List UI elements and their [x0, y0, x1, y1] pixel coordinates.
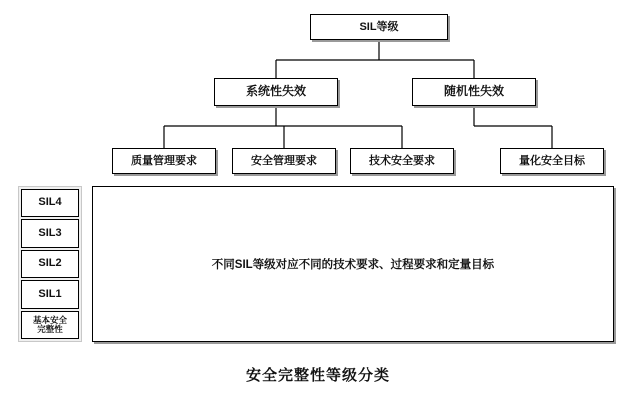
sil-level-item-sil3 — [21, 219, 79, 247]
node-quantitative-safety-target-label: 量化安全目标 — [519, 154, 585, 167]
sil-level-item-basic-safety-integrity-label: 基本安全 完整性 — [32, 314, 67, 334]
node-safety-management-requirement-label: 安全管理要求 — [251, 154, 317, 167]
node-sil-level — [310, 14, 448, 40]
diagram-caption — [0, 364, 636, 385]
node-quantitative-safety-target — [500, 148, 604, 174]
sil-level-list — [18, 186, 82, 342]
sil-level-item-sil4-label: SIL4 — [38, 196, 62, 209]
node-quality-management-requirement — [112, 148, 216, 174]
sil-level-item-sil4 — [21, 189, 79, 217]
node-technical-safety-requirement — [350, 148, 454, 174]
sil-level-item-sil3-label: SIL3 — [38, 226, 62, 239]
node-sil-level-label: SIL等级 — [359, 20, 399, 33]
node-safety-management-requirement — [232, 148, 336, 174]
description-panel — [92, 186, 614, 342]
node-quality-management-requirement-label: 质量管理要求 — [131, 154, 197, 167]
node-systematic-failure-label: 系统性失效 — [245, 84, 306, 99]
sil-level-item-sil2 — [21, 250, 79, 278]
description-text: 不同SIL等级对应不同的技术要求、过程要求和定量目标 — [211, 259, 495, 271]
node-random-failure — [412, 78, 536, 106]
diagram-caption-text: 安全完整性等级分类 — [245, 367, 390, 384]
sil-level-item-sil1 — [21, 280, 79, 308]
node-random-failure-label: 随机性失效 — [443, 84, 504, 99]
sil-level-item-basic-safety-integrity — [21, 311, 79, 339]
sil-level-item-sil1-label: SIL1 — [38, 287, 62, 300]
sil-level-item-sil2-label: SIL2 — [38, 257, 62, 270]
node-systematic-failure — [214, 78, 338, 106]
node-technical-safety-requirement-label: 技术安全要求 — [369, 154, 435, 167]
